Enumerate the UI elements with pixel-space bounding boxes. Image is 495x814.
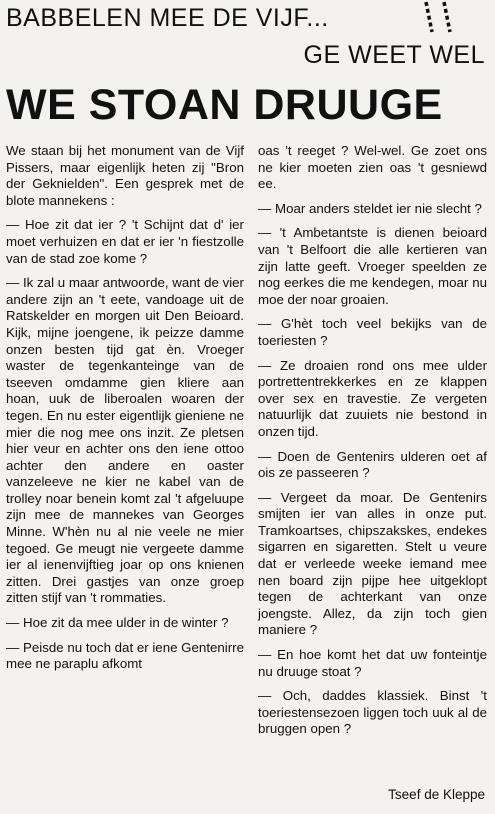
- column-logo-icon: [420, 0, 460, 34]
- article-paragraph: — Ze droaien rond ons mee ulder portrettentrekkerkes en ze klappen over sex en travestie. Ze vergeten natuurlijk dat zuuiets nie bestond in onzen tijd.: [258, 357, 487, 439]
- kicker-line-2: GE WEET WEL: [303, 41, 485, 69]
- article-paragraph: — G'hèt toch veel bekijks van de toeriesten ?: [258, 316, 487, 348]
- article-paragraph: — Moar anders steldet ier nie slecht ?: [258, 200, 482, 216]
- article-paragraph: — Hoe zit dat ier ? 't Schijnt dat d' ier moet verhuizen en dat er ier 'n fiestzolle van de stad zoe kome ?: [6, 217, 244, 266]
- article-column-left: [6, 143, 244, 673]
- article-column-right: [258, 143, 487, 738]
- article-paragraph: — Peisde nu toch dat er iene Gentenirre mee ne paraplu afkomt: [6, 639, 245, 672]
- article-paragraph: oas 't reeget ? Wel-wel. Ge zoet ons ne kier moeten zien oas 't gesniewd ee.: [258, 143, 487, 192]
- article-paragraph: — Och, daddes klassiek. Binst 't toeriestensezoen liggen toch uuk al de bruggen open ?: [258, 688, 487, 737]
- article-paragraph: — Doen de Gentenirs ulderen oet af ois ze passeeren ?: [258, 448, 487, 481]
- kicker-line-1: BABBELEN MEE DE VIJF...: [6, 4, 329, 32]
- article-paragraph: We staan bij het monument van de Vijf Pissers, maar eigenlijk heten zij "Bron der Geknielden". Een gesprek met de blote mannekens :: [6, 143, 244, 208]
- author-signature: Tseef de Kleppe: [388, 787, 485, 802]
- article-paragraph: — Ik zal u maar antwoorde, want de vier andere zijn an 't eete, vandoage uit de Ratskelder en morgen uit Den Beioard. Kijk, mijne joengene, ik peizze damme onzen besten tijd gat èn. Vroeger waster de tegenkanteinge van de tseeven omdamme gien kliere aan hoan, uuk de liberoalen woaren der tegen. En nu ester eigentlijk gieniene ne mier die nog mee ons inzit. Ze pletsen hier veur en achter ons den iene ottoo achter den andere en oaster vanzeleeve ne kier ne kabel van de trolley noar benein komt zal 't afgeluupe zijn mee de mannekes van Georges Minne. W'hèn nu al nie veele ne mier tegoed. Ge meugt nie vergeete damme ier al ienenvijftieg joar op ons knienen zitten. Drei gastjes van onze groep zitten stijf van 't rommaties.: [6, 275, 244, 606]
- headline: WE STOAN DRUUGE: [6, 81, 443, 129]
- article-paragraph: — En hoe komt het dat uw fonteintje nu druuge stoat ?: [258, 647, 487, 679]
- article-paragraph: — Hoe zit da mee ulder in de winter ?: [6, 615, 229, 631]
- article-paragraph: — Vergeet da moar. De Gentenirs smijten ier van alles in onze put. Tramkoartses, chipszakskes, endekes sigarren en sigaretten. Stelt u veure dat er verleede weeke iemand mee nen board zijn pijpe hee uitgeklopt tegen de achterkant van onze joengste. Allez, da zijn toch gien maniere ?: [258, 489, 487, 638]
- article-paragraph: — 't Ambetantste is dienen beioard van 't Belfoort die alle kertieren van zijn latte geeft. Vroeger speelden ze nog eerkes die me kendegen, moar nu moe der noar groaien.: [258, 225, 487, 307]
